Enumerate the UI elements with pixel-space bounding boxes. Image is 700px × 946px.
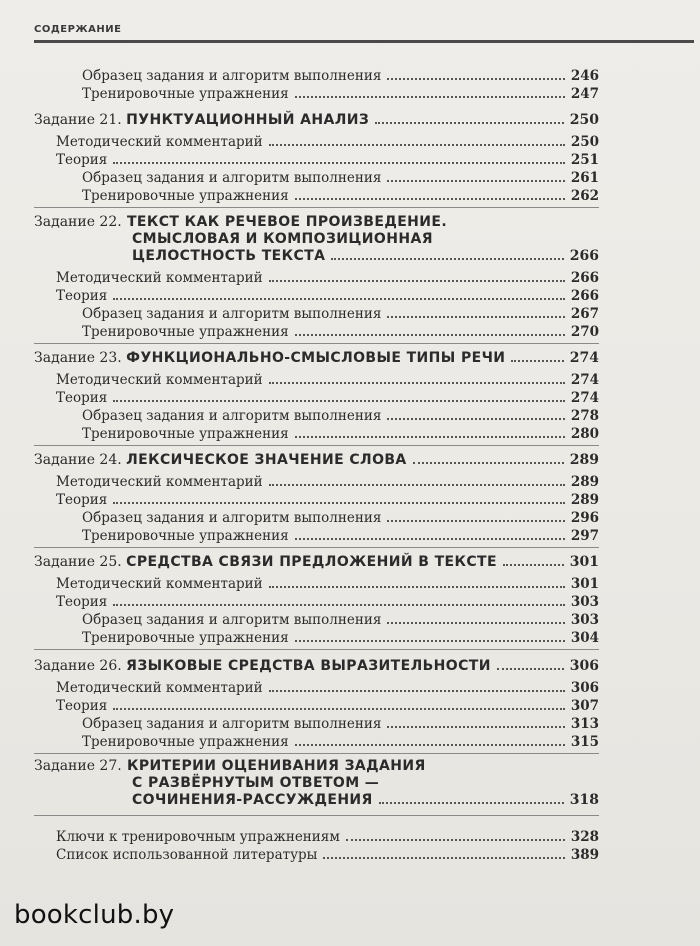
- toc-leader-dots: [323, 857, 564, 859]
- toc-leader-dots: [387, 180, 564, 182]
- toc-page-number: 247: [570, 86, 599, 102]
- toc-page-number: 262: [570, 188, 599, 204]
- toc-entry-title: Методический комментарий: [56, 474, 263, 490]
- toc-section-heading[interactable]: [34, 758, 426, 775]
- toc-entry-title: Методический комментарий: [56, 134, 263, 150]
- task-label: Задание 27.: [34, 758, 122, 774]
- section-title-line: ЦЕЛОСТНОСТЬ ТЕКСТА: [132, 248, 326, 264]
- toc-entry[interactable]: [56, 847, 599, 864]
- toc-entry-title: Тренировочные упражнения: [82, 86, 289, 102]
- toc-leader-dots: [413, 462, 564, 464]
- toc-section-heading[interactable]: [34, 554, 599, 571]
- toc-leader-dots: [295, 640, 565, 642]
- toc-entry[interactable]: [56, 390, 599, 407]
- toc-leader-dots: [295, 436, 565, 438]
- section-divider: [34, 649, 599, 650]
- toc-leader-dots: [503, 564, 564, 566]
- toc-entry-title: Методический комментарий: [56, 270, 263, 286]
- toc-leader-dots: [511, 360, 563, 362]
- toc-entry[interactable]: [82, 324, 599, 341]
- toc-leader-dots: [269, 280, 565, 282]
- toc-entry[interactable]: [56, 372, 599, 389]
- header-rule: [34, 40, 694, 43]
- toc-entry[interactable]: [56, 829, 599, 846]
- toc-page-number: 301: [570, 576, 599, 592]
- toc-entry[interactable]: [82, 716, 599, 733]
- toc-page-number: 289: [570, 474, 599, 490]
- section-title: ЛЕКСИЧЕСКОЕ ЗНАЧЕНИЕ СЛОВА: [126, 452, 407, 468]
- toc-entry-title: Тренировочные упражнения: [82, 188, 289, 204]
- toc-leader-dots: [387, 316, 564, 318]
- toc-section-heading-end[interactable]: [132, 248, 599, 265]
- toc-leader-dots: [269, 586, 565, 588]
- toc-page-number: 303: [570, 612, 599, 628]
- toc-entry[interactable]: [56, 680, 599, 697]
- toc-entry[interactable]: [82, 734, 599, 751]
- task-label: Задание 24.: [34, 452, 122, 468]
- toc-entry[interactable]: [56, 474, 599, 491]
- section-title: СРЕДСТВА СВЯЗИ ПРЕДЛОЖЕНИЙ В ТЕКСТЕ: [126, 554, 497, 570]
- toc-leader-dots: [295, 538, 565, 540]
- toc-page-number: 306: [569, 658, 599, 674]
- toc-leader-dots: [387, 418, 564, 420]
- task-label: Задание 22.: [34, 214, 122, 230]
- toc-entry-title: Список использованной литературы: [56, 847, 318, 863]
- section-divider: [34, 815, 599, 816]
- running-header: СОДЕРЖАНИЕ: [34, 24, 122, 35]
- toc-page-number: 296: [570, 510, 599, 526]
- section-divider: [34, 445, 599, 446]
- toc-entry-title: Образец задания и алгоритм выполнения: [82, 306, 382, 322]
- toc-entry-title: Образец задания и алгоритм выполнения: [82, 612, 382, 628]
- toc-entry-title: Образец задания и алгоритм выполнения: [82, 510, 382, 526]
- toc-entry[interactable]: [56, 152, 599, 169]
- toc-entry[interactable]: [56, 270, 599, 287]
- section-title-line: КРИТЕРИИ ОЦЕНИВАНИЯ ЗАДАНИЯ: [126, 758, 426, 774]
- toc-entry[interactable]: [56, 594, 599, 611]
- toc-page-number: 304: [570, 630, 599, 646]
- toc-leader-dots: [387, 726, 564, 728]
- toc-page-number: 251: [570, 152, 599, 168]
- toc-leader-dots: [113, 298, 565, 300]
- toc-entry[interactable]: [82, 306, 599, 323]
- toc-entry[interactable]: [82, 612, 599, 629]
- toc-page-number: 389: [570, 847, 599, 863]
- toc-section-heading[interactable]: [34, 658, 599, 675]
- toc-entry-title: Теория: [56, 594, 108, 610]
- toc-page-number: 274: [570, 390, 599, 406]
- toc-entry-title: Образец задания и алгоритм выполнения: [82, 170, 382, 186]
- toc-page-number: 274: [570, 372, 599, 388]
- toc-page-number: 246: [570, 68, 599, 84]
- toc-page-number: 303: [570, 594, 599, 610]
- toc-entry-title: Тренировочные упражнения: [82, 426, 289, 442]
- toc-leader-dots: [295, 96, 565, 98]
- toc-section-heading[interactable]: [34, 452, 599, 469]
- toc-page-number: 318: [569, 792, 599, 808]
- toc-leader-dots: [113, 604, 565, 606]
- task-label: Задание 25.: [34, 554, 122, 570]
- toc-entry[interactable]: [82, 528, 599, 545]
- toc-page-number: 289: [569, 452, 599, 468]
- toc-leader-dots: [375, 122, 564, 124]
- toc-entry-title: Теория: [56, 152, 108, 168]
- toc-page-number: 297: [570, 528, 599, 544]
- toc-section-heading[interactable]: [34, 214, 447, 231]
- toc-entry-title: Теория: [56, 390, 108, 406]
- section-title: ФУНКЦИОНАЛЬНО-СМЫСЛОВЫЕ ТИПЫ РЕЧИ: [126, 350, 506, 366]
- toc-entry[interactable]: [82, 408, 599, 425]
- toc-entry-title: Образец задания и алгоритм выполнения: [82, 716, 382, 732]
- toc-leader-dots: [295, 198, 565, 200]
- toc-page-number: 289: [570, 492, 599, 508]
- toc-page-number: 307: [570, 698, 599, 714]
- toc-entry-title: Тренировочные упражнения: [82, 734, 289, 750]
- toc-page-number: 270: [570, 324, 599, 340]
- toc-leader-dots: [113, 162, 565, 164]
- toc-page-number: 278: [570, 408, 599, 424]
- toc-page-number: 267: [570, 306, 599, 322]
- toc-page-number: 266: [570, 270, 599, 286]
- toc-entry[interactable]: [56, 288, 599, 305]
- section-title-line: СОЧИНЕНИЯ-РАССУЖДЕНИЯ: [132, 792, 373, 808]
- section-title-line: С РАЗВЁРНУТЫМ ОТВЕТОМ —: [132, 775, 380, 791]
- toc-leader-dots: [269, 144, 565, 146]
- toc-entry-title: Образец задания и алгоритм выполнения: [82, 408, 382, 424]
- toc-entry[interactable]: [82, 510, 599, 527]
- toc-leader-dots: [331, 258, 563, 260]
- section-title: ПУНКТУАЦИОННЫЙ АНАЛИЗ: [126, 112, 370, 128]
- toc-page-number: 250: [569, 112, 599, 128]
- toc-leader-dots: [113, 502, 565, 504]
- toc-entry[interactable]: [82, 86, 599, 103]
- toc-entry-title: Тренировочные упражнения: [82, 324, 289, 340]
- toc-entry[interactable]: [82, 630, 599, 647]
- toc-entry[interactable]: [82, 426, 599, 443]
- toc-page-number: 274: [569, 350, 599, 366]
- toc-leader-dots: [497, 668, 564, 670]
- toc-leader-dots: [113, 708, 565, 710]
- toc-page-number: 266: [570, 288, 599, 304]
- section-title: ЯЗЫКОВЫЕ СРЕДСТВА ВЫРАЗИТЕЛЬНОСТИ: [126, 658, 491, 674]
- section-title-line: ТЕКСТ КАК РЕЧЕВОЕ ПРОИЗВЕДЕНИЕ.: [126, 214, 448, 230]
- toc-entry-title: Образец задания и алгоритм выполнения: [82, 68, 382, 84]
- toc-leader-dots: [295, 744, 565, 746]
- toc-leader-dots: [387, 78, 564, 80]
- toc-entry-title: Методический комментарий: [56, 680, 263, 696]
- section-divider: [34, 753, 599, 754]
- task-label: Задание 21.: [34, 112, 122, 128]
- toc-page-number: 306: [570, 680, 599, 696]
- toc-leader-dots: [269, 690, 565, 692]
- toc-page-number: 301: [569, 554, 599, 570]
- toc-entry-title: Методический комментарий: [56, 576, 263, 592]
- section-divider: [34, 207, 599, 208]
- toc-entry-title: Теория: [56, 288, 108, 304]
- toc-section-heading[interactable]: [34, 350, 599, 367]
- section-divider: [34, 547, 599, 548]
- toc-page-number: 313: [570, 716, 599, 732]
- toc-page-number: 261: [570, 170, 599, 186]
- section-title-line: СМЫСЛОВАЯ И КОМПОЗИЦИОННАЯ: [132, 231, 433, 247]
- toc-leader-dots: [379, 802, 564, 804]
- toc-entry[interactable]: [56, 698, 599, 715]
- toc-leader-dots: [113, 400, 565, 402]
- toc-page-number: 328: [570, 829, 599, 845]
- task-label: Задание 23.: [34, 350, 122, 366]
- task-label: Задание 26.: [34, 658, 122, 674]
- toc-entry-title: Тренировочные упражнения: [82, 528, 289, 544]
- toc-leader-dots: [269, 484, 565, 486]
- toc-leader-dots: [346, 839, 565, 841]
- toc-entry[interactable]: [56, 492, 599, 509]
- toc-entry-title: Теория: [56, 698, 108, 714]
- site-watermark: bookclub.by: [14, 900, 175, 930]
- toc-section-heading[interactable]: [34, 112, 599, 129]
- toc-leader-dots: [387, 520, 564, 522]
- toc-leader-dots: [387, 622, 564, 624]
- toc-page-number: 250: [570, 134, 599, 150]
- toc-entry-title: Теория: [56, 492, 108, 508]
- toc-entry-title: Методический комментарий: [56, 372, 263, 388]
- toc-leader-dots: [269, 382, 565, 384]
- toc-entry[interactable]: [82, 170, 599, 187]
- section-divider: [34, 343, 599, 344]
- toc-entry[interactable]: [82, 68, 599, 85]
- toc-entry[interactable]: [56, 134, 599, 151]
- toc-entry[interactable]: [82, 188, 599, 205]
- toc-entry[interactable]: [56, 576, 599, 593]
- toc-page-number: 266: [569, 248, 599, 264]
- toc-page-number: 280: [570, 426, 599, 442]
- toc-section-heading-end[interactable]: [132, 792, 599, 809]
- toc-page-number: 315: [570, 734, 599, 750]
- toc-leader-dots: [295, 334, 565, 336]
- toc-entry-title: Ключи к тренировочным упражнениям: [56, 829, 340, 845]
- toc-entry-title: Тренировочные упражнения: [82, 630, 289, 646]
